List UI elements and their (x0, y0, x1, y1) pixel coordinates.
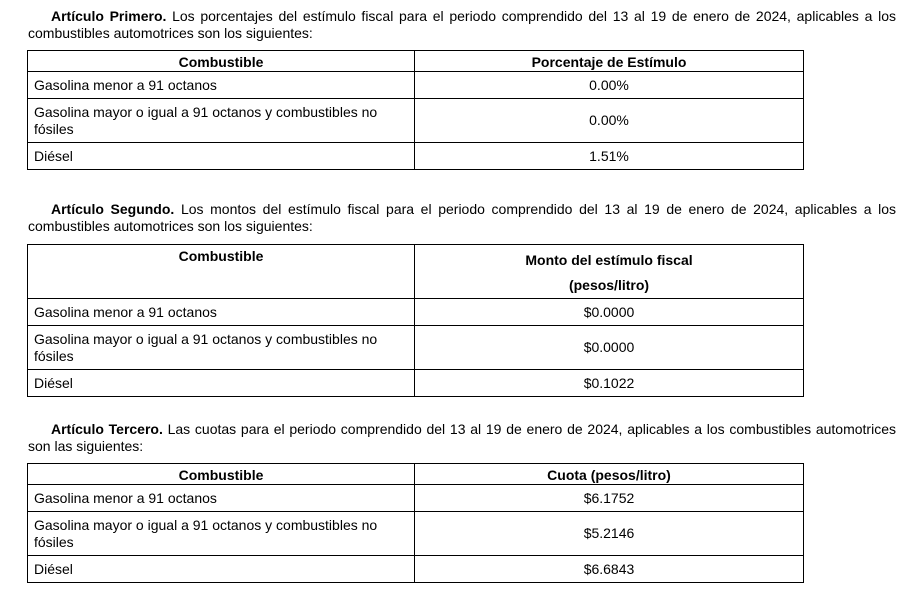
value-cell: 0.00% (415, 99, 804, 143)
article-segundo-text: Los montos del estímulo fiscal para el periodo comprendido del 13 al 19 de enero de 2024, aplicables a los combustibles automotrices son los siguientes: (28, 201, 897, 234)
table-header-row (28, 245, 804, 299)
value-cell: $0.0000 (415, 299, 804, 326)
article-primero-paragraph (28, 8, 896, 42)
column-header-cuota: Cuota (pesos/litro) (415, 464, 804, 485)
fuel-cell: Diésel (28, 370, 415, 397)
value-cell: 1.51% (415, 143, 804, 170)
table-row (28, 512, 804, 556)
value-cell: $6.6843 (415, 556, 804, 583)
article-primero-text: Los porcentajes del estímulo fiscal para el periodo comprendido del 13 al 19 de enero de 2024, aplicables a los combustibles automotrices son los siguientes: (28, 8, 896, 41)
quota-table (27, 463, 804, 583)
table-row (28, 299, 804, 326)
stimulus-amount-table (27, 244, 804, 397)
fuel-cell: Gasolina mayor o igual a 91 octanos y combustibles no fósiles (28, 326, 415, 370)
value-cell: $5.2146 (415, 512, 804, 556)
table-row (28, 72, 804, 99)
fuel-cell: Gasolina mayor o igual a 91 octanos y combustibles no fósiles (28, 512, 415, 556)
article-tercero-paragraph (28, 421, 896, 455)
fuel-cell: Gasolina mayor o igual a 91 octanos y combustibles no fósiles (28, 99, 415, 143)
fuel-cell: Diésel (28, 143, 415, 170)
fuel-cell: Gasolina menor a 91 octanos (28, 72, 415, 99)
table-row (28, 485, 804, 512)
column-header-monto-line2: (pesos/litro) (568, 277, 650, 293)
article-segundo-heading: Artículo Segundo. (51, 201, 175, 217)
fuel-cell: Diésel (28, 556, 415, 583)
table-row (28, 556, 804, 583)
article-primero-heading: Artículo Primero. (51, 8, 167, 24)
column-header-monto (415, 245, 804, 299)
column-header-porcentaje: Porcentaje de Estímulo (415, 51, 804, 72)
table-row (28, 326, 804, 370)
value-cell: 0.00% (415, 72, 804, 99)
article-tercero-text: Las cuotas para el periodo comprendido del 13 al 19 de enero de 2024, aplicables a los combustibles automotrices son las siguientes: (28, 421, 896, 454)
column-header-combustible: Combustible (28, 51, 415, 72)
value-cell: $0.1022 (415, 370, 804, 397)
value-cell: $0.0000 (415, 326, 804, 370)
table-header-row (28, 464, 804, 485)
fuel-cell: Gasolina menor a 91 octanos (28, 299, 415, 326)
article-segundo-paragraph (28, 201, 896, 235)
column-header-monto-line1: Monto del estímulo fiscal (525, 252, 693, 268)
table-row (28, 370, 804, 397)
value-cell: $6.1752 (415, 485, 804, 512)
table-header-row (28, 51, 804, 72)
article-tercero-heading: Artículo Tercero. (51, 421, 163, 437)
column-header-combustible: Combustible (28, 245, 415, 299)
stimulus-percentage-table (27, 50, 804, 170)
table-row (28, 143, 804, 170)
fuel-cell: Gasolina menor a 91 octanos (28, 485, 415, 512)
table-row (28, 99, 804, 143)
column-header-combustible: Combustible (28, 464, 415, 485)
